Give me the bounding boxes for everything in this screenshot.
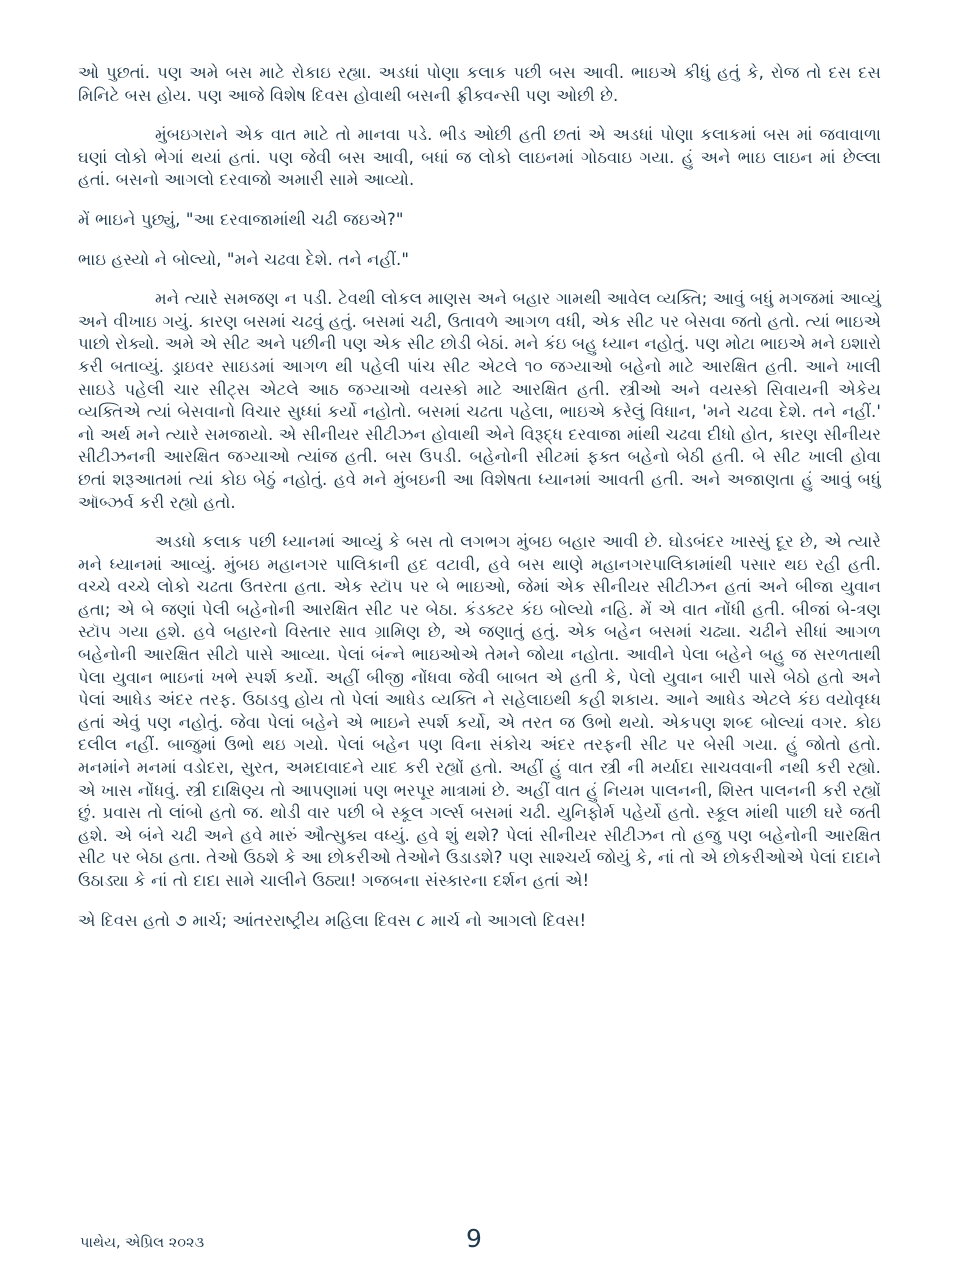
paragraph: ઓ પુછતાં. પણ અમે બસ માટે રોકાઇ રહ્યા. અડધાં પોણા કલાક પછી બસ આવી. ભાઇએ કીધું હતું કે, રોજ તો દસ દસ મિનિટે બસ હોય. પણ આજે વિશેષ દિવસ હોવાથી બસની ફ્રીક્વન્સી પણ ઓછી છે.	[78, 63, 881, 105]
article-body	[78, 62, 881, 949]
paragraph: મેં ભાઇને પુછ્યું, "આ દરવાજામાંથી ચઢી જઇએ?"	[78, 209, 404, 229]
publication-footer: પાથેય, એપ્રિલ ૨૦૨૩	[80, 1235, 205, 1251]
page-number: 9	[466, 1224, 482, 1253]
paragraph: એ દિવસ હતો ૭ માર્ચ; આંતરરાષ્ટ્રીય મહિલા દિવસ ૮ માર્ચ નો આગલો દિવસ!	[78, 910, 587, 930]
paragraph: મને ત્યારે સમજણ ન પડી. ટેવથી લોકલ માણસ અને બહાર ગામથી આવેલ વ્યક્તિ; આવું બધું મગજમાં આવ્યું અને વીખાઇ ગયું. કારણ બસમાં ચઢવું હતું. બસમાં ચઢી, ઉતાવળે આગળ વધી, એક સીટ પર બેસવા જતો હતો. ત્યાં ભાઇએ પાછો રોક્યો. અમે એ સીટ અને પછીની પણ એક સીટ છોડી બેઠાં. મને કંઇ બહુ ધ્યાન નહોતું. પણ મોટા ભાઇએ મને ઇશારો કરી બતાવ્યું. ડ્રાઇવર સાઇડમાં આગળ થી પહેલી પાંચ સીટ એટલે ૧૦ જગ્યાઓ બહેનો માટે આરક્ષિત હતી. આને ખાલી સાઇડે પહેલી ચાર સીટ્સ એટલે આઠ જગ્યાઓ વયસ્કો માટે આરક્ષિત હતી. સ્ત્રીઓ અને વયસ્કો સિવાયની એકેય વ્યક્તિએ ત્યાં બેસવાનો વિચાર સુધ્ધાં કર્યો નહોતો. બસમાં ચઢતા પહેલા, ભાઇએ કરેલું વિધાન, 'મને ચઢવા દેશે. તને નહીં.' નો અર્થ મને ત્યારે સમજાયો. એ સીનીયર સીટીઝન હોવાથી એને વિરૂદ્ધ દરવાજા માંથી ચઢવા દીધો હોત, કારણ સીનીયર સીટીઝનની આરક્ષિત જગ્યાઓ ત્યાંજ હતી. બસ ઉપડી. બહેનોની સીટમાં ફક્ત બહેનો બેઠી હતી. બે સીટ ખાલી હોવા છતાં શરૂઆતમાં ત્યાં કોઇ બેઠું નહોતું. હવે મને મુંબઇની આ વિશેષતા ધ્યાનમાં આવતી હતી. અને અજાણતા હું આવું બધું ઑબ્ઝર્વ કરી રહ્યો હતો.	[78, 289, 881, 512]
paragraph: ભાઇ હસ્યો ને બોલ્યો, "મને ચઢવા દેશે. તને નહીં."	[78, 249, 410, 269]
paragraph: અડધો કલાક પછી ધ્યાનમાં આવ્યું કે બસ તો લગભગ મુંબઇ બહાર આવી છે. ઘોડબંદર ખાસ્સું દૂર છે, એ ત્યારે મને ધ્યાનમાં આવ્યું. મુંબઇ મહાનગર પાલિકાની હદ વટાવી, હવે બસ થાણે મહાનગરપાલિકામાંથી પસાર થઇ રહી હતી. વચ્ચે વચ્ચે લોકો ચઢતા ઉતરતા હતા. એક સ્ટૉપ પર બે ભાઇઓ, જેમાં એક સીનીયર સીટીઝન હતાં અને બીજા યુવાન હતા; એ બે જણાં પેલી બહેનોની આરક્ષિત સીટ પર બેઠા. કંડક્ટર કંઇ બોલ્યો નહિ. મેં એ વાત નોંધી હતી. બીજાં બે-ત્રણ સ્ટૉપ ગયા હશે. હવે બહારનો વિસ્તાર સાવ ગ્રામિણ છે, એ જણાતું હતું. એક બહેન બસમાં ચઢ્યા. ચઢીને સીધાં આગળ બહેનોની આરક્ષિત સીટો પાસે આવ્યા. પેલાં બંન્ને ભાઇઓએ તેમને જોયા નહોતા. આવીને પેલા બહેને બહુ જ સરળતાથી પેલા યુવાન ભાઇનાં ખભે સ્પર્શ કર્યો. અહીં બીજી નોંધવા જેવી બાબત એ હતી કે, પેલો યુવાન બારી પાસે બેઠો હતો અને પેલાં આધેડ અંદર તરફ. ઉઠાડવુ હોય તો પેલાં આધેડ વ્યક્તિ ને સહેલાઇથી કહી શકાય. આને આધેડ એટલે કંઇ વયોવૃધ્ધ હતાં એવું પણ નહોતું. જેવા પેલાં બહેને એ ભાઇને સ્પર્શ કર્યો, એ તરત જ ઉભો થયો. એકપણ શબ્દ બોલ્યાં વગર. કોઇ દલીલ નહીં. બાજુમાં ઉભો થઇ ગયો. પેલાં બહેન પણ વિના સંકોચ અંદર તરફની સીટ પર બેસી ગયા. હું જોતો હતો. મનમાંને મનમાં વડોદરા, સુરત, અમદાવાદને યાદ કરી રહ્યોં હતો. અહીં હું વાત સ્ત્રી ની મર્યાદા સાચવવાની નથી કરી રહ્યો. એ ખાસ નોંધવું. સ્ત્રી દાક્ષિણ્ય તો આપણામાં પણ ભરપૂર માત્રામાં છે. અહીં વાત હું નિયમ પાલનની, શિસ્ત પાલનની કરી રહ્યોં છું. પ્રવાસ તો લાંબો હતો જ. થોડી વાર પછી બે સ્કૂલ ગર્લ્સ બસમાં ચઢી. યુનિફોર્મ પહેર્યો હતો. સ્કૂલ માંથી પાછી ઘરે જતી હશે. એ બંને ચઢી અને હવે મારું ઔત્સુક્ય વધ્યું. હવે શું થશે? પેલાં સીનીયર સીટીઝન તો હજુ પણ બહેનોની આરક્ષિત સીટ પર બેઠા હતા. તેઓ ઉઠશે કે આ છોકરીઓ તેઓને ઉડાડશે? પણ સાશ્ચર્ય જોયું કે, નાં તો એ છોકરીઓએ પેલાં દાદાને ઉઠાડ્યા કે નાં તો દાદા સામે ચાલીને ઉઠ્યા! ગજબના સંસ્કારના દર્શન હતાં એ!	[78, 532, 881, 890]
paragraph: મુંબઇગરાને એક વાત માટે તો માનવા પડે. ભીડ ઓછી હતી છતાં એ અડધાં પોણા કલાકમાં બસ માં જવાવાળા ઘણાં લોકો ભેગાં થયાં હતાં. પણ જેવી બસ આવી, બધાં જ લોકો લાઇનમાં ગોઠવાઇ ગયા. હું અને ભાઇ લાઇન માં છેલ્લા હતાં. બસનો આગલો દરવાજો અમારી સામે આવ્યો.	[78, 125, 881, 190]
